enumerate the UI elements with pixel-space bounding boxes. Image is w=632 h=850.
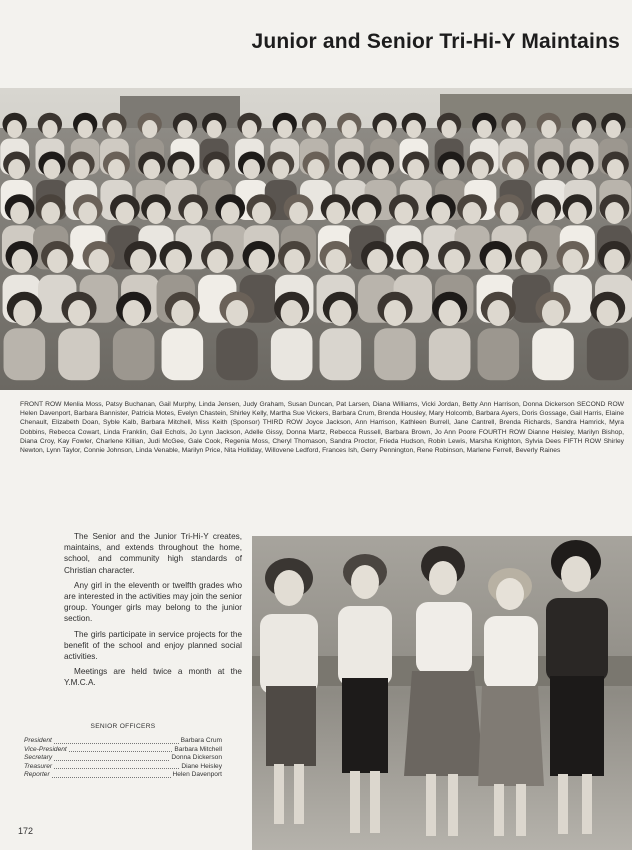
body-paragraph: Meetings are held twice a month at the Y.M.C.A. <box>64 667 242 688</box>
third-row-label: THIRD ROW <box>262 419 303 427</box>
officers-photo <box>252 536 632 850</box>
group-member-figure <box>320 292 362 380</box>
group-member-figure <box>374 292 416 380</box>
group-member-figure <box>162 292 204 380</box>
officer-role: Reporter <box>24 771 50 779</box>
fourth-row-names: Dianne Heisley, Marilyn Bishop, Diana Croy, Kay Fowler, Charlene Killian, Judi McGee, Gale Cook, Regenia Moss, Cheryl Thomason, Sandra Proctor, Frieda Hudson, Robin Lewis, Marsha Knighton, Sylvia Dees <box>20 428 624 445</box>
article-body <box>64 531 242 693</box>
body-paragraph: Any girl in the eleventh or twelfth grades who are interested in the activities may join the senior group. Younger girls may belong to the junior section. <box>64 580 242 624</box>
group-member-figure <box>587 292 629 380</box>
group-member-figure <box>113 292 155 380</box>
group-member-figure <box>271 292 313 380</box>
officer-role: Secretary <box>24 754 53 762</box>
senior-officers <box>24 723 222 780</box>
leader-dots <box>54 763 179 770</box>
group-member-figure <box>58 292 100 380</box>
group-member-figure <box>532 292 574 380</box>
officer-row <box>24 754 222 763</box>
body-paragraph: The girls participate in service projects for the benefit of the school and enjoy planned social activities. <box>64 629 242 662</box>
page-title: Junior and Senior Tri-Hi-Y Maintains <box>251 30 620 53</box>
third-row-names: Joyce Jackson, Ann Harrison, Kathleen Burrell, Jane Cantrell, Brenda Richards, Sandra Hamrick, Myra Dobbins, Rebecca Cowart, Linda Franklin, Gail Echols, Jo Lynn Jackson, Adelle Gissy, Donna Martz, Rebecca Russell, Barbara Brown, Jo Ann Poore <box>20 419 624 436</box>
group-member-figure <box>4 292 46 380</box>
officer-name: Donna Dickerson <box>171 754 222 762</box>
officer-row <box>24 737 222 746</box>
front-row-names: Menlia Moss, Patsy Buchanan, Gail Murphy, Linda Jensen, Judy Graham, Susan Duncan, Pat Larsen, Diana Williams, Vicki Jordan, Betty Ann Harrison, Donna Dickerson <box>63 401 575 408</box>
officer-name: Diane Heisley <box>181 762 222 770</box>
leader-dots <box>69 746 173 753</box>
officer-row <box>24 746 222 755</box>
second-row-names: Helen Davenport, Barbara Bannister, Patricia Motes, Evelyn Chastein, Shirley Kelly, Martha Sue Vickers, Barbara Crum, Brenda Housley, Mary Holcomb, Barbara Ayers, Doris Gossage, Gail Harris, Elaine Chenault, Elizabeth Doan, Syble Kalb, Barbara Mitchell, Miss Keith (Sponsor) <box>20 410 624 427</box>
officer-row <box>24 763 222 772</box>
leader-dots <box>52 771 171 778</box>
officer-role: Vice-President <box>24 745 67 753</box>
officer-name: Helen Davenport <box>172 771 222 779</box>
group-member-figure <box>216 292 258 380</box>
officers-heading: SENIOR OFFICERS <box>90 723 156 730</box>
officer-row <box>24 771 222 780</box>
fourth-row-label: FOURTH ROW <box>478 428 526 436</box>
body-paragraph: The Senior and the Junior Tri-Hi-Y creates, maintains, and extends throughout the home, school, and community high standards of Christian character. <box>64 532 242 575</box>
officer-name: Barbara Crum <box>180 737 222 744</box>
second-row-label: SECOND ROW <box>576 401 624 408</box>
officer-name: Barbara Mitchell <box>174 745 222 753</box>
front-row-label: FRONT ROW <box>20 401 62 408</box>
officer-role: Treasurer <box>24 762 53 770</box>
page-number: 172 <box>18 826 34 836</box>
group-member-figure <box>429 292 471 380</box>
fifth-row-names: Shirley Newton, Lynn Taylor, Connie Johnson, Linda Venable, Marilyn Price, Nita Holliday, Willovene Ledford, Frances Ish, Gerry Pennington, Rene Robinson, Marlene Ferrell, Beverly Raines <box>20 437 625 455</box>
officers-photo-image <box>252 536 632 850</box>
leader-dots <box>54 754 169 761</box>
leader-dots <box>54 737 179 744</box>
fifth-row-label: FIFTH ROW <box>563 437 602 445</box>
photo-caption <box>20 400 624 455</box>
officer-role: President <box>24 737 52 744</box>
group-member-figure <box>478 292 520 380</box>
group-photo <box>0 88 632 390</box>
group-photo-image <box>0 88 632 390</box>
